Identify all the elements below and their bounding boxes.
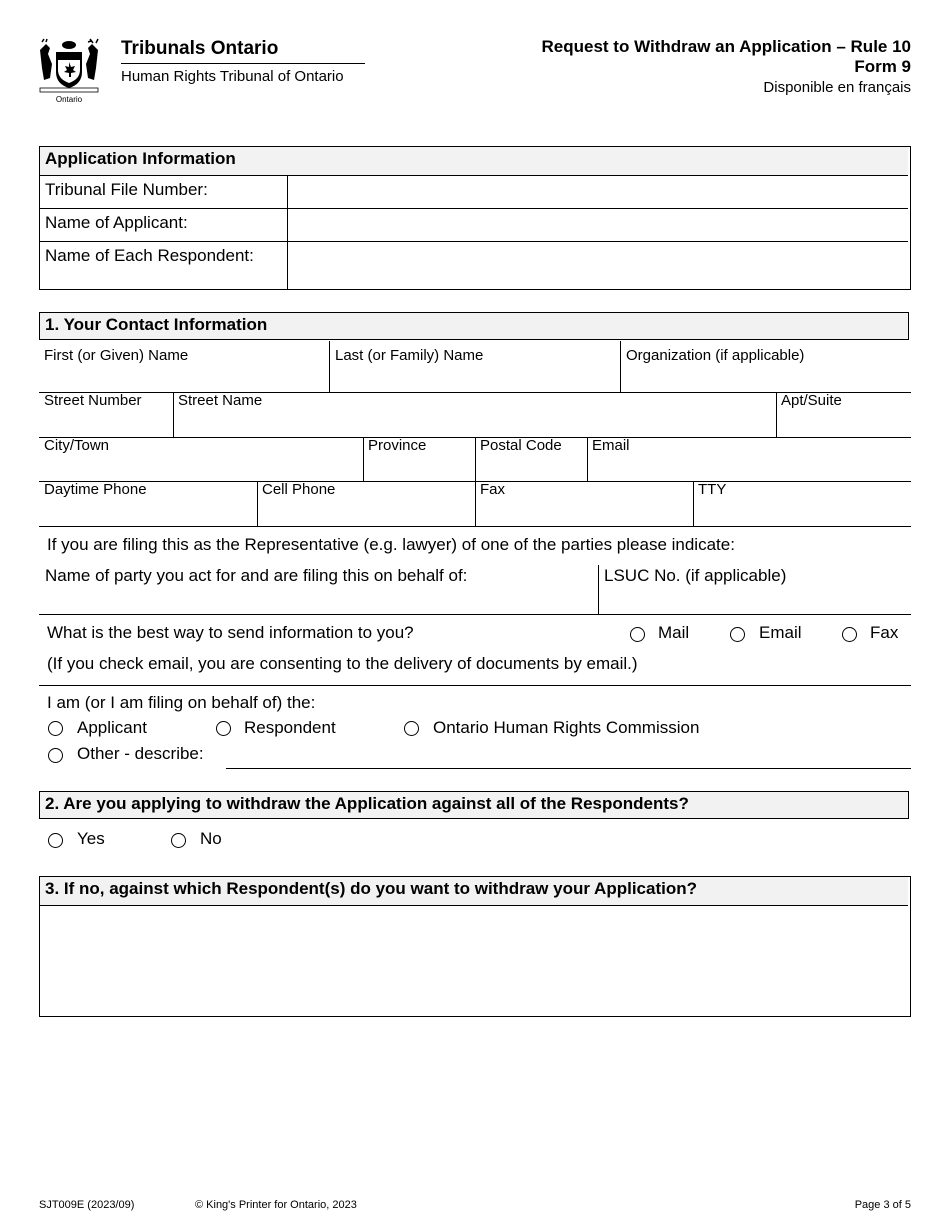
respondent-names-field[interactable] (288, 242, 908, 288)
mail-radio[interactable] (630, 627, 645, 642)
copyright: © King's Printer for Ontario, 2023 (195, 1199, 357, 1211)
organization-field[interactable] (621, 341, 910, 392)
email-label: Email (592, 437, 630, 454)
no-option-label: No (200, 829, 222, 848)
other-describe-field[interactable] (226, 744, 910, 768)
street-number-field[interactable] (39, 393, 173, 437)
respondents-withdraw-field[interactable] (40, 906, 908, 1015)
city-field[interactable] (39, 438, 363, 481)
withdraw-all-yes-radio[interactable] (48, 833, 63, 848)
contact-method-question: What is the best way to send information to you? (47, 623, 414, 642)
email-consent-note: (If you check email, you are consenting to the delivery of documents by email.) (47, 654, 638, 673)
fax-option-label: Fax (870, 623, 899, 642)
org-divider (121, 63, 365, 64)
tribunal-file-number-label: Tribunal File Number: (45, 180, 208, 199)
cell-phone-label: Cell Phone (262, 481, 336, 498)
lsuc-number-label: LSUC No. (if applicable) (604, 566, 787, 585)
party-represented-label: Name of party you act for and are filing this on behalf of: (45, 566, 468, 585)
respondent-names-label: Name of Each Respondent: (45, 246, 254, 265)
street-name-field[interactable] (174, 393, 776, 437)
role-question: I am (or I am filing on behalf of) the: (47, 693, 316, 712)
form-code: SJT009E (2023/09) (39, 1199, 135, 1211)
province-field[interactable] (364, 438, 475, 481)
first-name-field[interactable] (39, 341, 329, 392)
organization-label: Organization (if applicable) (626, 347, 805, 364)
postal-code-field[interactable] (476, 438, 587, 481)
party-represented-field[interactable] (39, 562, 597, 614)
street-name-label: Street Name (178, 392, 263, 409)
org-name: Tribunals Ontario (121, 38, 279, 59)
last-name-label: Last (or Family) Name (335, 347, 484, 364)
applicant-radio[interactable] (48, 721, 63, 736)
tribunal-file-number-field[interactable] (288, 176, 908, 208)
mail-option-label: Mail (658, 623, 690, 642)
apt-suite-label: Apt/Suite (781, 392, 842, 409)
applicant-option-label: Applicant (77, 718, 147, 737)
tty-label: TTY (698, 481, 727, 498)
postal-code-label: Postal Code (480, 437, 562, 454)
form-number: Form 9 (854, 57, 911, 76)
email-field[interactable] (588, 438, 910, 481)
lsuc-number-field[interactable] (599, 562, 910, 614)
withdraw-all-no-radio[interactable] (171, 833, 186, 848)
last-name-field[interactable] (330, 341, 620, 392)
city-label: City/Town (44, 437, 110, 454)
contact-section-heading: 1. Your Contact Information (39, 312, 909, 340)
application-information-section (39, 146, 911, 290)
fax-radio[interactable] (842, 627, 857, 642)
other-option-label: Other - describe: (77, 744, 204, 763)
apt-suite-field[interactable] (777, 393, 910, 437)
ohrc-option-label: Ontario Human Rights Commission (433, 718, 700, 737)
french-availability-link[interactable]: Disponible en français (763, 79, 911, 96)
page-number: Page 3 of 5 (854, 1199, 911, 1211)
applicant-name-label: Name of Applicant: (45, 213, 188, 232)
svg-text:Ontario: Ontario (55, 95, 83, 104)
respondent-radio[interactable] (216, 721, 231, 736)
other-radio[interactable] (48, 748, 63, 763)
representative-note: If you are filing this as the Representative (e.g. lawyer) of one of the parties please indicate: (47, 535, 735, 554)
daytime-phone-label: Daytime Phone (44, 481, 147, 498)
daytime-phone-field[interactable] (39, 482, 257, 526)
applicant-name-field[interactable] (288, 209, 908, 241)
ontario-coat-of-arms-logo (36, 38, 102, 104)
province-label: Province (368, 437, 427, 454)
cell-phone-field[interactable] (258, 482, 475, 526)
email-radio[interactable] (730, 627, 745, 642)
respondent-option-label: Respondent (244, 718, 336, 737)
section-3-heading: 3. If no, against which Respondent(s) do you want to withdraw your Application? (40, 877, 908, 905)
org-subtitle: Human Rights Tribunal of Ontario (121, 68, 344, 85)
form-title: Request to Withdraw an Application – Rule 10 (541, 37, 911, 56)
ohrc-radio[interactable] (404, 721, 419, 736)
section-heading: Application Information (40, 147, 908, 175)
form-header (542, 37, 911, 99)
section-3 (39, 876, 911, 1017)
yes-option-label: Yes (77, 829, 105, 848)
email-option-label: Email (759, 623, 802, 642)
fax-field[interactable] (476, 482, 693, 526)
street-number-label: Street Number (44, 392, 142, 409)
section-2-heading: 2. Are you applying to withdraw the Application against all of the Respondents? (39, 791, 909, 819)
first-name-label: First (or Given) Name (44, 347, 189, 364)
tty-field[interactable] (694, 482, 910, 526)
fax-label: Fax (480, 481, 506, 498)
